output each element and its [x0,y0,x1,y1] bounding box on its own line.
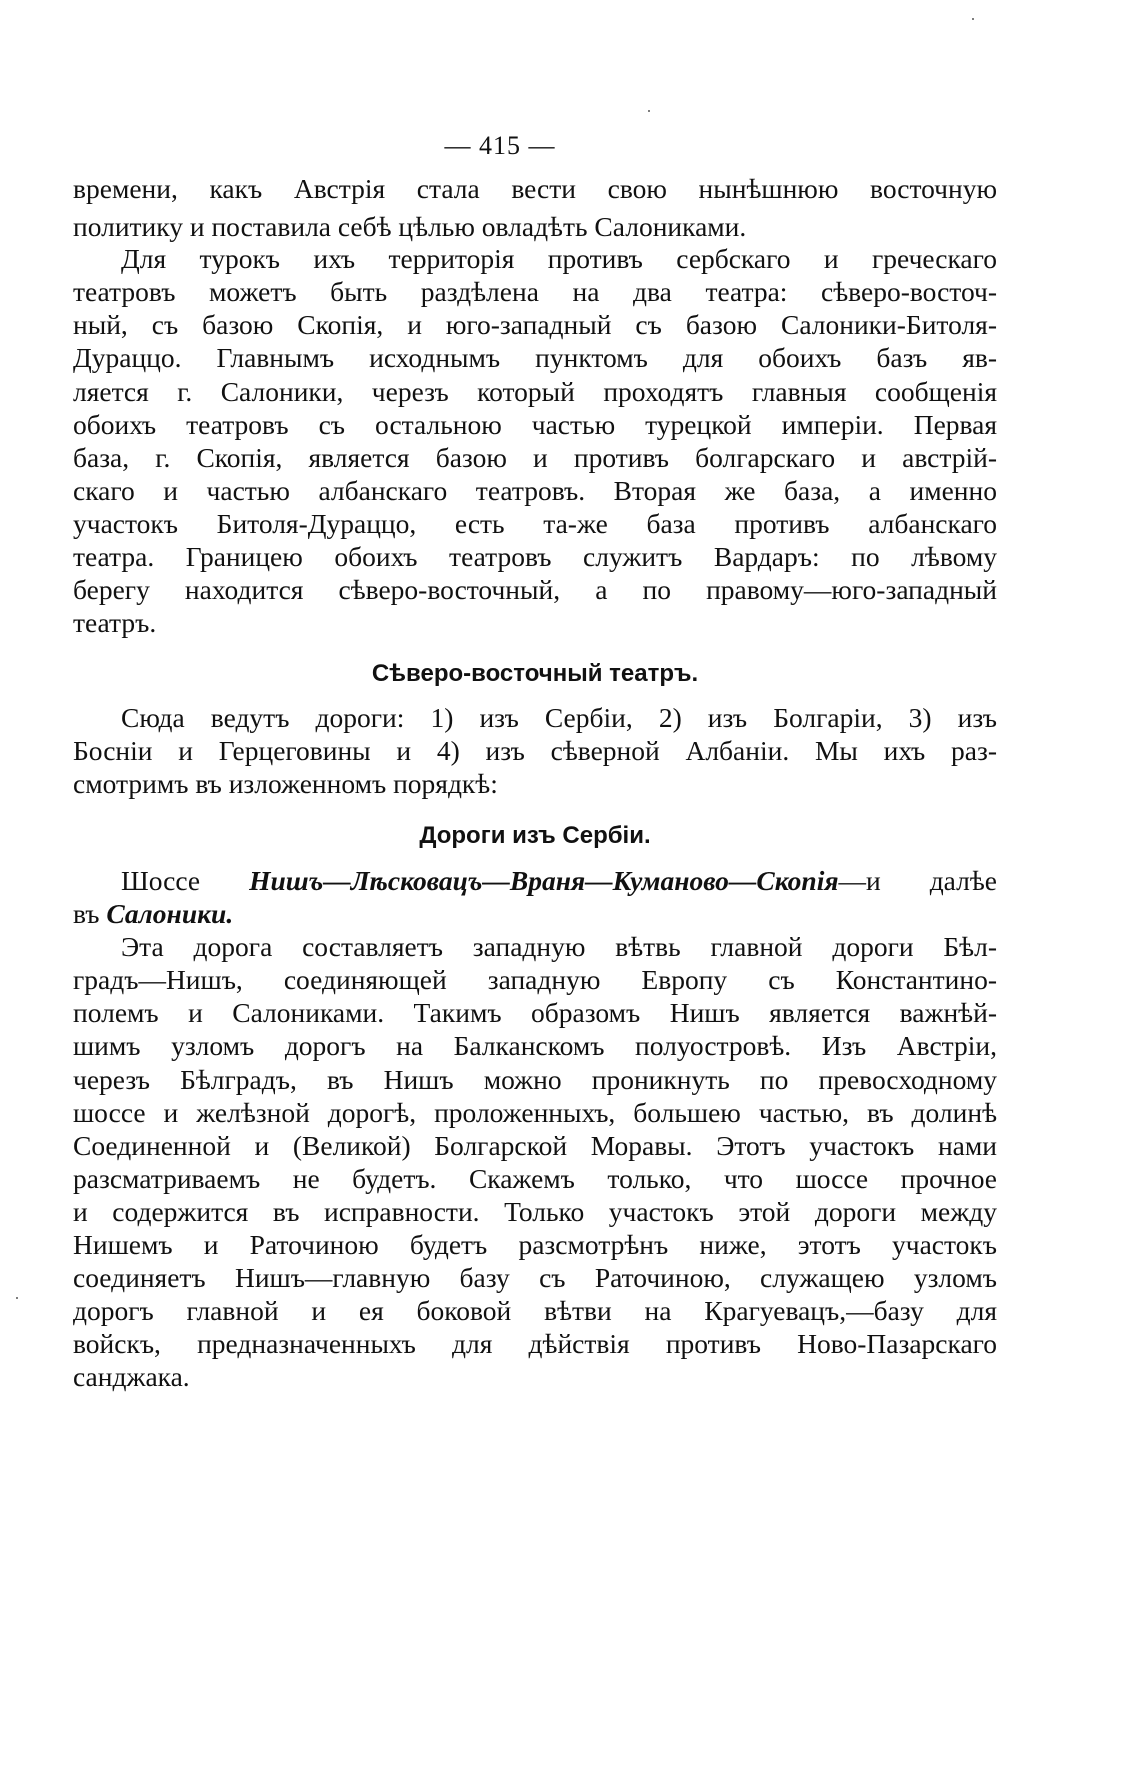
text-line: разсматриваемъ не будетъ. Скажемъ только, что шоссе прочное [73,1163,997,1194]
route-suffix: —и далѣе [838,865,997,896]
text-line: градъ—Нишъ, соединяющей западную Европу съ Константино- [73,964,997,995]
text-line: ный, съ базою Скопія, и юго-западный съ базою Салоники-Битоля- [73,309,997,340]
text-line: театръ. [73,607,157,638]
text-line: политику и поставила себѣ цѣлью овладѣть Салониками. [73,211,747,242]
text-line: театровъ можетъ быть раздѣлена на два театра: сѣверо-восточ- [73,276,997,307]
route-line2-prefix: въ [73,898,100,929]
text-line: скаго и частью албанскаго театровъ. Вторая же база, а именно [73,475,997,506]
text-line: соединяетъ Нишъ—главную базу съ Раточиною, служащею узломъ [73,1262,997,1293]
scan-speck [16,1297,18,1299]
text-line: берегу находится сѣверо-восточный, а по правому—юго-западный [73,574,997,605]
text-line: санджака. [73,1361,190,1392]
text-line: обоихъ театровъ съ остальною частью турецкой имперіи. Первая [73,409,997,440]
text-line: Нишемъ и Раточиною будетъ разсмотрѣнъ ниже, этотъ участокъ [73,1229,997,1260]
text-line: войскъ, предназначенныхъ для дѣйствія противъ Ново-Пазарскаго [73,1328,997,1359]
text-line: шимъ узломъ дорогъ на Балканскомъ полуостровѣ. Изъ Австріи, [73,1030,997,1061]
route-italic: Нишъ—Лѣсковацъ—Враня—Куманово—Скопія [249,865,839,896]
text-line: база, г. Скопія, является базою и противъ болгарскаго и австрій- [73,442,997,473]
text-line: Соединенной и (Великой) Болгарской Моравы. Этотъ участокъ нами [73,1130,997,1161]
text-line: Эта дорога составляетъ западную вѣтвь главной дороги Бѣл- [121,931,997,962]
text-line: времени, какъ Австрія стала вести свою нынѣшнюю восточную [73,173,997,204]
text-line: участокъ Битоля-Дураццо, есть та-же база противъ албанскаго [73,508,997,539]
subsection-heading: Дороги изъ Сербіи. [419,822,651,849]
text-line: Сюда ведутъ дороги: 1) изъ Сербіи, 2) изъ Болгаріи, 3) изъ [121,702,997,733]
text-line: смотримъ въ изложенномъ порядкѣ: [73,768,498,799]
scan-speck [972,18,974,20]
text-line: дорогъ главной и ея боковой вѣтви на Крагуевацъ,—базу для [73,1295,997,1326]
route-prefix: Шоссе [121,865,201,896]
text-line: театра. Границею обоихъ театровъ служитъ Вардаръ: по лѣвому [73,541,997,572]
text-line: и содержится въ исправности. Только участокъ этой дороги между [73,1196,997,1227]
section-heading: Сѣверо-восточный театръ. [371,660,699,687]
text-line: Дураццо. Главнымъ исходнымъ пунктомъ для обоихъ базъ яв- [73,342,997,373]
scan-speck [648,110,650,112]
text-line: Для турокъ ихъ территорія противъ сербскаго и греческаго [121,243,997,274]
text-line: полемъ и Салониками. Такимъ образомъ Нишъ является важнѣй- [73,997,997,1028]
text-line: черезъ Бѣлградъ, въ Нишъ можно проникнуть по превосходному [73,1064,997,1095]
page-number: — 415 — [444,131,556,160]
text-line: Босніи и Герцеговины и 4) изъ сѣверной Албаніи. Мы ихъ раз- [73,735,997,766]
text-line: шоссе и желѣзной дорогѣ, проложенныхъ, большею частью, въ долинѣ [73,1097,997,1128]
text-line: ляется г. Салоники, черезъ который проходятъ главныя сообщенія [73,376,997,407]
route-line2-italic: Салоники. [106,898,234,929]
